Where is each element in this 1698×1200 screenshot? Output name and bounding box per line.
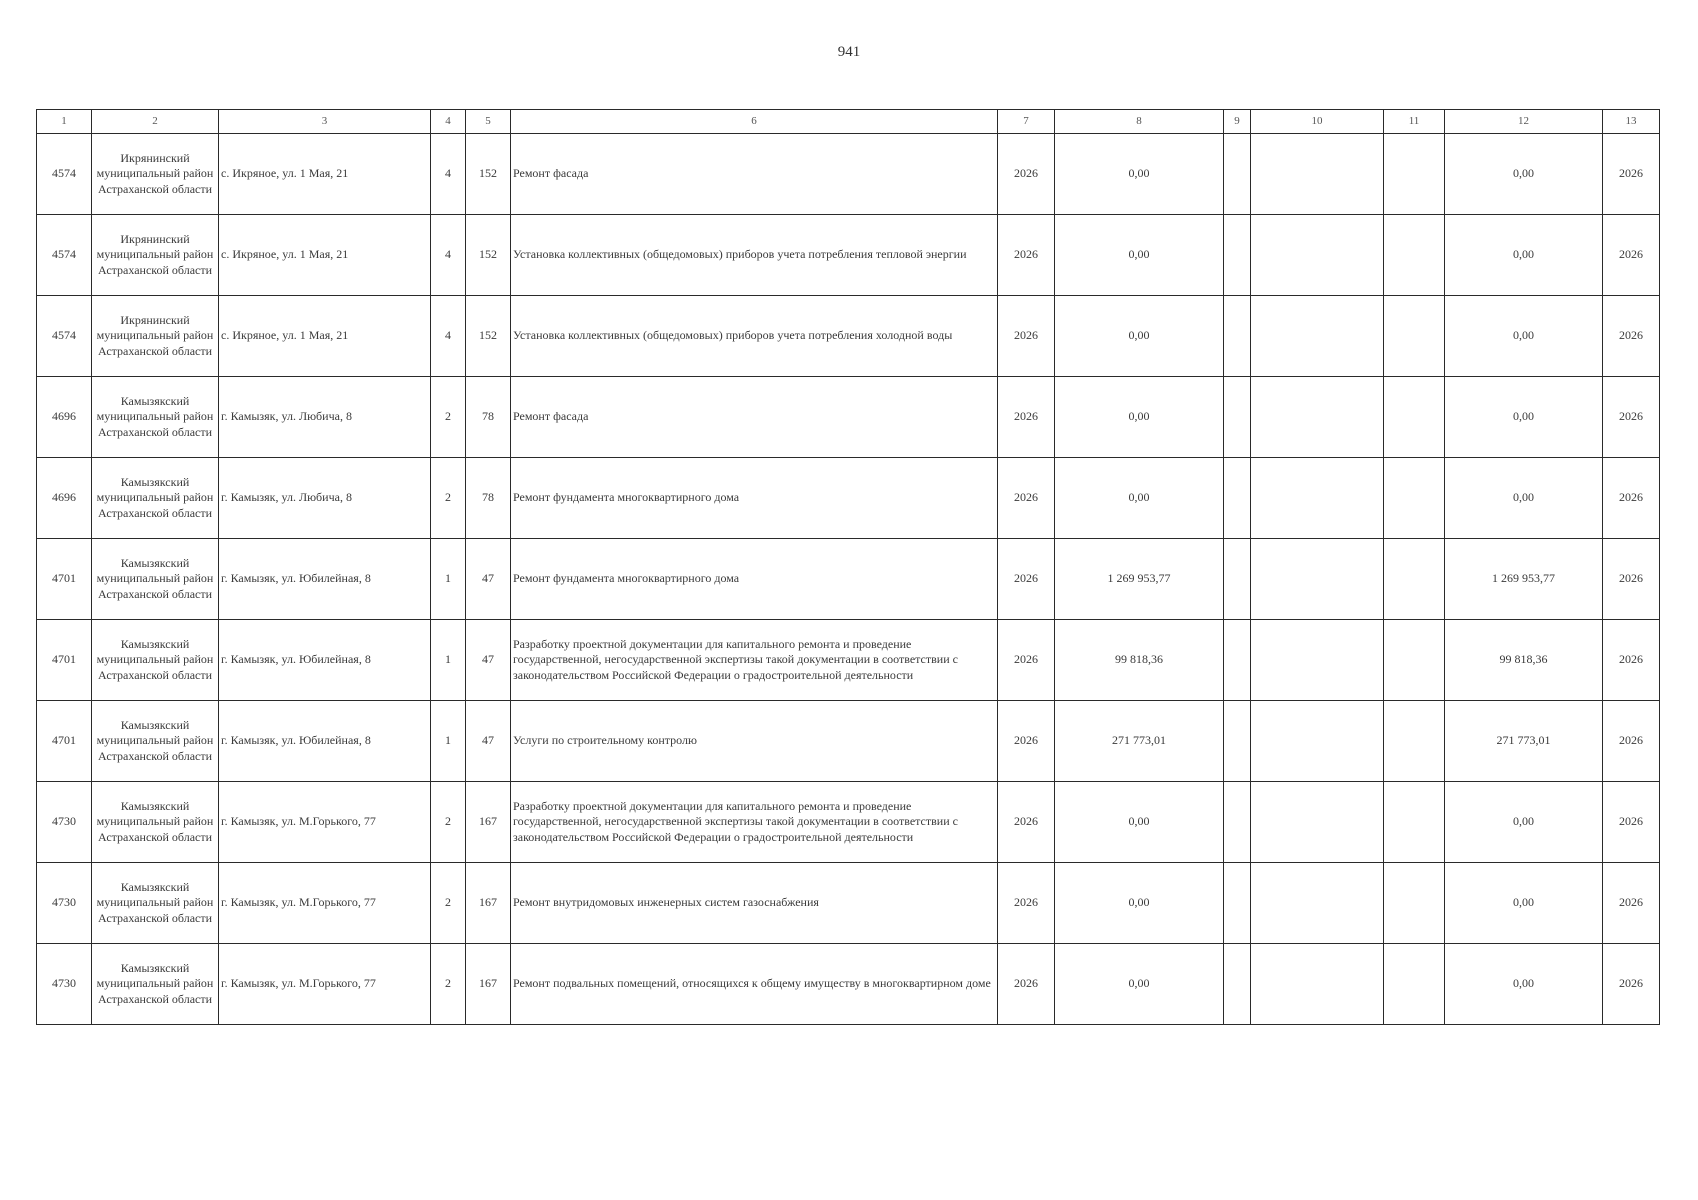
table-row — [37, 944, 1660, 1025]
work-type-cell: Ремонт внутридомовых инженерных систем газоснабжения — [511, 863, 998, 944]
table-header-row — [37, 110, 1660, 134]
district-cell: Камызякский муниципальный район Астраханской области — [92, 863, 219, 944]
column-number-9: 9 — [1224, 110, 1251, 134]
district-cell: Камызякский муниципальный район Астраханской области — [92, 782, 219, 863]
table-row — [37, 863, 1660, 944]
column-11-cell — [1384, 539, 1445, 620]
address-cell: г. Камызяк, ул. Юбилейная, 8 — [219, 701, 431, 782]
column-10-cell — [1251, 620, 1384, 701]
column-4-cell: 1 — [431, 701, 466, 782]
address-cell: с. Икряное, ул. 1 Мая, 21 — [219, 215, 431, 296]
address-cell: с. Икряное, ул. 1 Мая, 21 — [219, 296, 431, 377]
table-row — [37, 701, 1660, 782]
year-cell: 2026 — [998, 134, 1055, 215]
completion-year-cell: 2026 — [1603, 377, 1660, 458]
work-type-cell: Ремонт подвальных помещений, относящихся к общему имуществу в многоквартирном доме — [511, 944, 998, 1025]
district-cell: Икрянинский муниципальный район Астраханской области — [92, 296, 219, 377]
completion-year-cell: 2026 — [1603, 458, 1660, 539]
total-cost-cell: 0,00 — [1445, 296, 1603, 377]
address-cell: г. Камызяк, ул. М.Горького, 77 — [219, 782, 431, 863]
year-cell: 2026 — [998, 377, 1055, 458]
column-5-cell: 78 — [466, 377, 511, 458]
work-type-cell: Ремонт фасада — [511, 377, 998, 458]
year-cell: 2026 — [998, 458, 1055, 539]
column-11-cell — [1384, 458, 1445, 539]
column-9-cell — [1224, 377, 1251, 458]
column-4-cell: 2 — [431, 458, 466, 539]
completion-year-cell: 2026 — [1603, 215, 1660, 296]
work-type-cell: Разработку проектной документации для капитального ремонта и проведение государственной, негосударственной экспертизы такой документации в соответствии с законодательством Российской Федерации о градостроительной деятельности — [511, 782, 998, 863]
column-5-cell: 167 — [466, 863, 511, 944]
object-id-cell: 4701 — [37, 701, 92, 782]
work-type-cell: Ремонт фасада — [511, 134, 998, 215]
column-4-cell: 1 — [431, 620, 466, 701]
completion-year-cell: 2026 — [1603, 134, 1660, 215]
completion-year-cell: 2026 — [1603, 863, 1660, 944]
total-cost-cell: 0,00 — [1445, 377, 1603, 458]
year-cell: 2026 — [998, 782, 1055, 863]
work-type-cell: Ремонт фундамента многоквартирного дома — [511, 458, 998, 539]
column-number-11: 11 — [1384, 110, 1445, 134]
completion-year-cell: 2026 — [1603, 944, 1660, 1025]
column-11-cell — [1384, 620, 1445, 701]
district-cell: Камызякский муниципальный район Астраханской области — [92, 944, 219, 1025]
column-11-cell — [1384, 863, 1445, 944]
column-10-cell — [1251, 215, 1384, 296]
column-9-cell — [1224, 296, 1251, 377]
table-row — [37, 539, 1660, 620]
object-id-cell: 4696 — [37, 377, 92, 458]
column-10-cell — [1251, 377, 1384, 458]
work-type-cell: Установка коллективных (общедомовых) приборов учета потребления холодной воды — [511, 296, 998, 377]
column-5-cell: 167 — [466, 944, 511, 1025]
column-number-2: 2 — [92, 110, 219, 134]
total-cost-cell: 0,00 — [1445, 215, 1603, 296]
column-4-cell: 2 — [431, 863, 466, 944]
address-cell: г. Камызяк, ул. М.Горького, 77 — [219, 863, 431, 944]
column-number-12: 12 — [1445, 110, 1603, 134]
column-9-cell — [1224, 701, 1251, 782]
total-cost-cell: 0,00 — [1445, 782, 1603, 863]
column-number-1: 1 — [37, 110, 92, 134]
cost-cell: 0,00 — [1055, 134, 1224, 215]
address-cell: г. Камызяк, ул. Юбилейная, 8 — [219, 620, 431, 701]
year-cell: 2026 — [998, 296, 1055, 377]
total-cost-cell: 271 773,01 — [1445, 701, 1603, 782]
address-cell: г. Камызяк, ул. Юбилейная, 8 — [219, 539, 431, 620]
column-5-cell: 47 — [466, 539, 511, 620]
column-9-cell — [1224, 458, 1251, 539]
column-10-cell — [1251, 134, 1384, 215]
column-10-cell — [1251, 863, 1384, 944]
district-cell: Камызякский муниципальный район Астраханской области — [92, 458, 219, 539]
table-row — [37, 458, 1660, 539]
address-cell: г. Камызяк, ул. Любича, 8 — [219, 377, 431, 458]
cost-cell: 0,00 — [1055, 215, 1224, 296]
cost-cell: 0,00 — [1055, 458, 1224, 539]
column-11-cell — [1384, 944, 1445, 1025]
year-cell: 2026 — [998, 701, 1055, 782]
column-4-cell: 2 — [431, 377, 466, 458]
column-5-cell: 152 — [466, 134, 511, 215]
column-4-cell: 4 — [431, 296, 466, 377]
column-4-cell: 2 — [431, 944, 466, 1025]
work-type-cell: Услуги по строительному контролю — [511, 701, 998, 782]
total-cost-cell: 0,00 — [1445, 134, 1603, 215]
table-row — [37, 134, 1660, 215]
district-cell: Камызякский муниципальный район Астраханской области — [92, 539, 219, 620]
column-10-cell — [1251, 458, 1384, 539]
completion-year-cell: 2026 — [1603, 620, 1660, 701]
column-10-cell — [1251, 782, 1384, 863]
address-cell: г. Камызяк, ул. М.Горького, 77 — [219, 944, 431, 1025]
year-cell: 2026 — [998, 620, 1055, 701]
year-cell: 2026 — [998, 215, 1055, 296]
address-cell: г. Камызяк, ул. Любича, 8 — [219, 458, 431, 539]
object-id-cell: 4730 — [37, 944, 92, 1025]
column-4-cell: 1 — [431, 539, 466, 620]
object-id-cell: 4574 — [37, 134, 92, 215]
column-5-cell: 167 — [466, 782, 511, 863]
table-row — [37, 215, 1660, 296]
object-id-cell: 4730 — [37, 782, 92, 863]
table-row — [37, 296, 1660, 377]
year-cell: 2026 — [998, 863, 1055, 944]
district-cell: Камызякский муниципальный район Астраханской области — [92, 701, 219, 782]
cost-cell: 0,00 — [1055, 863, 1224, 944]
column-5-cell: 152 — [466, 296, 511, 377]
object-id-cell: 4701 — [37, 539, 92, 620]
column-number-3: 3 — [219, 110, 431, 134]
column-9-cell — [1224, 782, 1251, 863]
column-11-cell — [1384, 782, 1445, 863]
table-row — [37, 377, 1660, 458]
column-11-cell — [1384, 377, 1445, 458]
column-5-cell: 152 — [466, 215, 511, 296]
total-cost-cell: 0,00 — [1445, 458, 1603, 539]
column-10-cell — [1251, 539, 1384, 620]
column-9-cell — [1224, 134, 1251, 215]
total-cost-cell: 0,00 — [1445, 944, 1603, 1025]
address-cell: с. Икряное, ул. 1 Мая, 21 — [219, 134, 431, 215]
cost-cell: 99 818,36 — [1055, 620, 1224, 701]
total-cost-cell: 0,00 — [1445, 863, 1603, 944]
column-number-4: 4 — [431, 110, 466, 134]
column-number-5: 5 — [466, 110, 511, 134]
table-row — [37, 782, 1660, 863]
cost-cell: 0,00 — [1055, 944, 1224, 1025]
column-11-cell — [1384, 296, 1445, 377]
column-number-7: 7 — [998, 110, 1055, 134]
page-number: 941 — [837, 44, 861, 60]
column-number-8: 8 — [1055, 110, 1224, 134]
total-cost-cell: 99 818,36 — [1445, 620, 1603, 701]
column-5-cell: 47 — [466, 620, 511, 701]
completion-year-cell: 2026 — [1603, 539, 1660, 620]
column-11-cell — [1384, 701, 1445, 782]
column-9-cell — [1224, 539, 1251, 620]
work-type-cell: Установка коллективных (общедомовых) приборов учета потребления тепловой энергии — [511, 215, 998, 296]
year-cell: 2026 — [998, 944, 1055, 1025]
column-9-cell — [1224, 620, 1251, 701]
column-10-cell — [1251, 701, 1384, 782]
column-5-cell: 47 — [466, 701, 511, 782]
completion-year-cell: 2026 — [1603, 782, 1660, 863]
object-id-cell: 4701 — [37, 620, 92, 701]
table-row — [37, 620, 1660, 701]
column-number-10: 10 — [1251, 110, 1384, 134]
cost-cell: 271 773,01 — [1055, 701, 1224, 782]
completion-year-cell: 2026 — [1603, 296, 1660, 377]
column-11-cell — [1384, 134, 1445, 215]
column-10-cell — [1251, 944, 1384, 1025]
object-id-cell: 4696 — [37, 458, 92, 539]
completion-year-cell: 2026 — [1603, 701, 1660, 782]
district-cell: Икрянинский муниципальный район Астраханской области — [92, 134, 219, 215]
object-id-cell: 4574 — [37, 215, 92, 296]
work-type-cell: Разработку проектной документации для капитального ремонта и проведение государственной, негосударственной экспертизы такой документации в соответствии с законодательством Российской Федерации о градостроительной деятельности — [511, 620, 998, 701]
column-4-cell: 4 — [431, 215, 466, 296]
column-9-cell — [1224, 944, 1251, 1025]
object-id-cell: 4730 — [37, 863, 92, 944]
column-4-cell: 2 — [431, 782, 466, 863]
district-cell: Камызякский муниципальный район Астраханской области — [92, 377, 219, 458]
cost-cell: 0,00 — [1055, 782, 1224, 863]
district-cell: Камызякский муниципальный район Астраханской области — [92, 620, 219, 701]
column-number-13: 13 — [1603, 110, 1660, 134]
year-cell: 2026 — [998, 539, 1055, 620]
work-type-cell: Ремонт фундамента многоквартирного дома — [511, 539, 998, 620]
column-number-6: 6 — [511, 110, 998, 134]
district-cell: Икрянинский муниципальный район Астраханской области — [92, 215, 219, 296]
column-11-cell — [1384, 215, 1445, 296]
column-5-cell: 78 — [466, 458, 511, 539]
column-4-cell: 4 — [431, 134, 466, 215]
column-9-cell — [1224, 863, 1251, 944]
column-9-cell — [1224, 215, 1251, 296]
total-cost-cell: 1 269 953,77 — [1445, 539, 1603, 620]
column-10-cell — [1251, 296, 1384, 377]
cost-cell: 0,00 — [1055, 296, 1224, 377]
object-id-cell: 4574 — [37, 296, 92, 377]
cost-cell: 0,00 — [1055, 377, 1224, 458]
capital-repair-table — [36, 109, 1660, 1025]
cost-cell: 1 269 953,77 — [1055, 539, 1224, 620]
